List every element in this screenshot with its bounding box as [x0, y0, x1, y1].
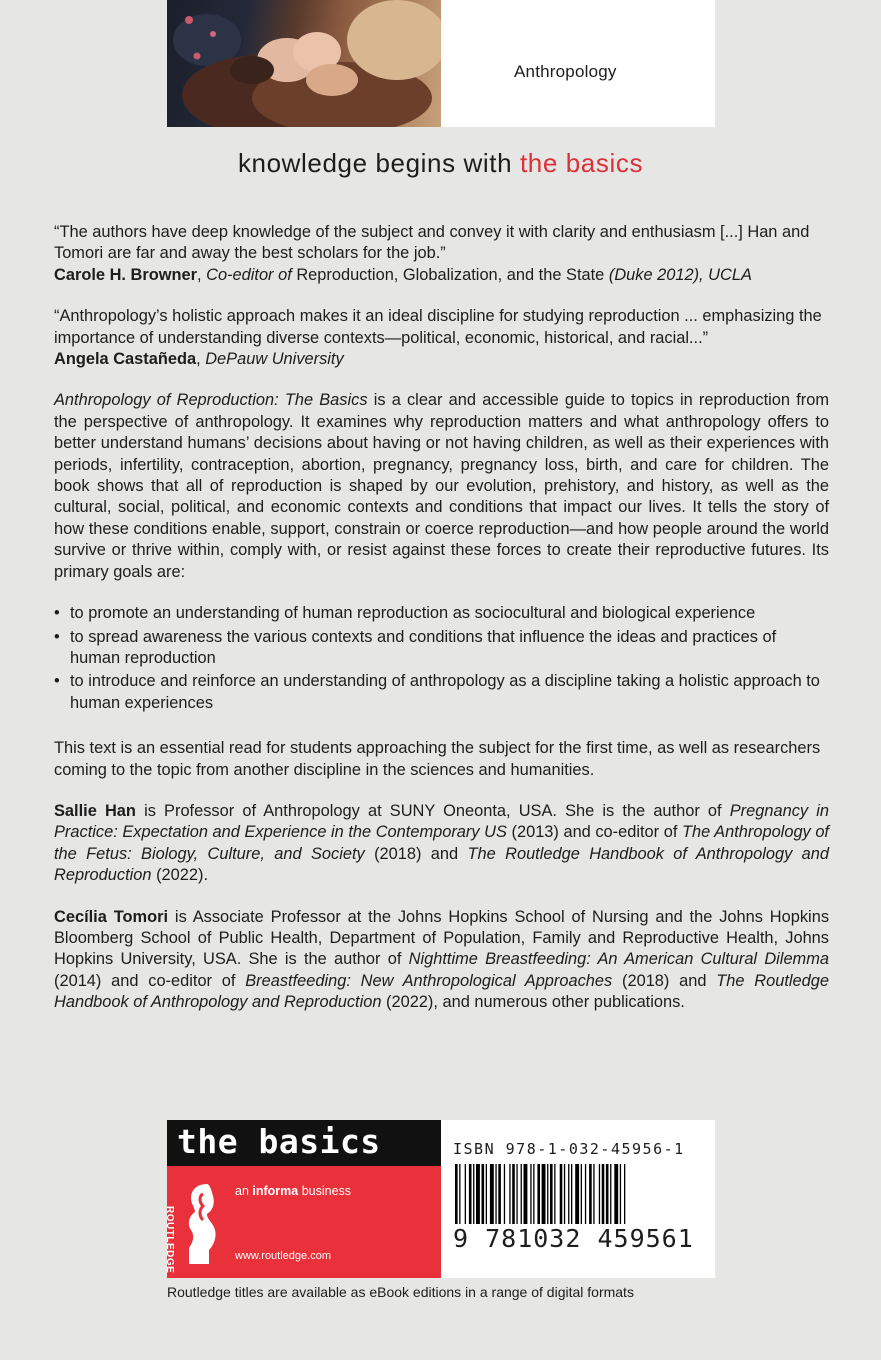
tagline [0, 148, 881, 179]
publisher-url: www.routledge.com [235, 1250, 331, 1262]
bio-text: (2013) and co-editor of [511, 823, 678, 842]
bio-book-title: Nighttime Breastfeeding: An American Cultural Dilemma [408, 950, 829, 969]
goal-text: to promote an understanding of human reproduction as sociocultural and biological experience [70, 604, 756, 623]
series-bar [167, 1120, 441, 1166]
quote-1-book-title: Reproduction, Globalization, and the State [296, 265, 605, 284]
bio-book-title: The Routledge Handbook of Anthropology and Reproduction [54, 844, 829, 885]
informa-bold: informa [252, 1184, 299, 1198]
informa-tagline [235, 1184, 351, 1198]
quote-2-attribution: Angela Castañeda, DePauw University [54, 350, 344, 369]
isbn-label: ISBN 978-1-032-45956-1 [453, 1140, 685, 1158]
bio-text: (2018) and [374, 844, 459, 863]
publisher-name: ROUTLEDGE [164, 1206, 175, 1274]
routledge-panel [164, 1166, 441, 1278]
bio-book-title: Breastfeeding: New Anthropological Approaches [245, 971, 613, 990]
bio-text: (2022). [156, 866, 208, 885]
back-cover-text [54, 222, 829, 1034]
bio-book-title: The Routledge Handbook of Anthropology and Reproduction [54, 971, 829, 1012]
barcode-digits: 9 781032 459561 [453, 1224, 694, 1253]
bio-text: is Associate Professor at the Johns Hopkins School of Nursing and the Johns Hopkins Bloomberg School of Public Health, Department of Population, Family and Reproductive Health, Johns Hopkins University, USA. She is the author of [54, 907, 830, 969]
author-bio-han [54, 801, 829, 887]
baby-feet-illustration [167, 0, 441, 127]
ebook-note: Routledge titles are available as eBook editions in a range of digital formats [167, 1284, 634, 1300]
goals-list [54, 603, 829, 714]
list-item [54, 671, 829, 714]
subject-label: Anthropology [514, 62, 617, 81]
quote-1-role: Co-editor of [206, 265, 292, 284]
author-name: Cecília Tomori [54, 907, 169, 926]
bullet-icon: • [54, 627, 60, 646]
informa-post: business [301, 1184, 352, 1198]
tagline-prefix: knowledge begins with [237, 148, 513, 178]
quote-1-attribution: Carole H. Browner, Co-editor of Reproduction, Globalization, and the State (Duke 2012), UCLA [54, 265, 752, 284]
informa-pre: an [235, 1184, 249, 1198]
bio-text: (2014) and co-editor of [54, 971, 236, 990]
quote-2-affiliation: DePauw University [205, 350, 344, 369]
quote-1 [54, 222, 829, 286]
quote-1-text: “The authors have deep knowledge of the subject and convey it with clarity and enthusiasm [...] Han and Tomori are far and away the best scholars for the job.” [54, 223, 810, 263]
quote-2 [54, 306, 829, 370]
quote-1-affiliation: (Duke 2012), UCLA [608, 265, 752, 284]
subject-box [441, 0, 715, 127]
publisher-block [164, 1120, 715, 1278]
quote-2-text: “Anthropology’s holistic approach makes it an ideal discipline for studying reproduction ... emphasizing the importance of understanding diverse contexts—political, economic, historical, and racial...” [54, 307, 822, 347]
list-item [54, 603, 829, 624]
bio-book-title: Pregnancy in Practice: Expectation and Experience in the Contemporary US [54, 801, 830, 842]
tagline-accent: the basics [519, 148, 644, 178]
bio-text: (2018) and [622, 971, 707, 990]
author-name: Sallie Han [54, 801, 136, 820]
barcode-icon [455, 1164, 705, 1224]
routledge-logo-icon [177, 1180, 221, 1268]
bullet-icon: • [54, 672, 60, 691]
goal-text: to spread awareness the various contexts and conditions that influence the ideas and practices of human reproduction [70, 627, 777, 667]
bio-text: is Professor of Anthropology at SUNY Oneonta, USA. She is the author of [144, 801, 722, 820]
list-item [54, 627, 829, 670]
bio-book-title: The Anthropology of the Fetus: Biology, Culture, and Society [54, 823, 829, 863]
closing-paragraph: This text is an essential read for students approaching the subject for the first time, as well as researchers coming to the topic from another discipline in the sciences and humanities. [54, 739, 821, 779]
cover-photo-baby-feet [167, 0, 441, 127]
goal-text: to introduce and reinforce an understanding of anthropology as a discipline taking a holistic approach to human experiences [70, 672, 820, 712]
quote-1-author: Carole H. Browner [54, 265, 197, 284]
barcode-panel [441, 1120, 715, 1278]
bio-text: (2022), and numerous other publications. [386, 993, 685, 1012]
bullet-icon: • [54, 604, 60, 623]
book-title: Anthropology of Reproduction: The Basics [54, 391, 368, 410]
book-description [54, 390, 829, 583]
book-description-body: is a clear and accessible guide to topics in reproduction from the perspective of anthropology. It examines why reproduction matters and what anthropology offers to better understand humans’ decisions about having or not having children, as well as their experiences with periods, infertility, contraception, abortion, pregnancy, pregnancy loss, birth, and care for children. The book shows that all of reproduction is shaped by our evolution, prehistory, and history, as well as the cultural, social, political, and economic contexts and conditions that impact our lives. It tells the story of how these conditions enable, support, constrain or coerce reproduction—and how people around the world survive or thrive within, comply with, or resist against these forces to create their reproductive futures. Its primary goals are: [54, 391, 829, 581]
quote-2-author: Angela Castañeda [54, 350, 197, 369]
author-bio-tomori [54, 907, 829, 1014]
series-name: the basics [177, 1122, 381, 1161]
